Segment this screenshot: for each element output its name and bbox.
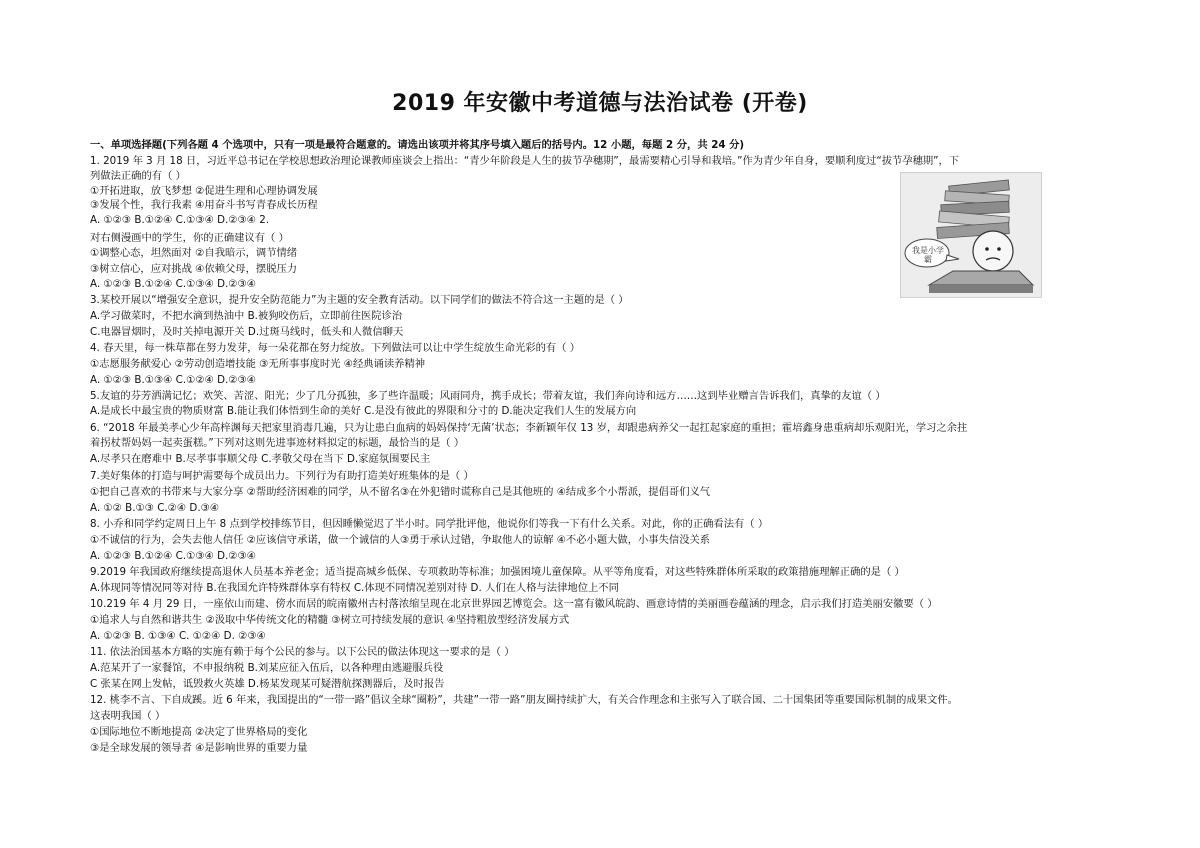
question-line: ①调整心态，坦然面对 ②自我暗示，调节情绪 [90, 247, 298, 259]
question-line: A.体现同等情况同等对待 B.在我国允许特殊群体享有特权 C.体现不同情况差别对待 D. 人们在人格与法律地位上不同 [90, 582, 619, 594]
question-line: 4. 春天里，每一株草都在努力发芽，每一朵花都在努力绽放。下列做法可以让中学生绽放生命光彩的有（ ） [90, 342, 581, 354]
question-line: A.是成长中最宝贵的物质财富 B.能让我们体悟到生命的美好 C.是没有彼此的界限和分寸的 D.能决定我们人生的发展方向 [90, 405, 637, 417]
question-line: ③树立信心，应对挑战 ④依赖父母，摆脱压力 [90, 263, 298, 275]
question-line: ③发展个性，我行我素 ④用奋斗书写青春成长历程 [90, 199, 318, 211]
question-line: 9.2019 年我国政府继续提高退休人员基本养老金；适当提高城乡低保、专项救助等标准；加强困境儿童保障。从平等角度看，对这些特殊群体所采取的政策措施理解正确的是（ ） [90, 566, 905, 578]
page-title: 2019 年安徽中考道德与法治试卷 (开卷) [392, 91, 808, 116]
question-line: 10.219 年 4 月 29 日，一座依山而建、傍水而居的皖南徽州古村落浓缩呈现在北京世界园艺博览会。这一富有徽风皖韵、画意诗情的美丽画卷蕴涵的理念，启示我们打造美丽安徽要（ ） [90, 598, 938, 610]
question-line: 7.美好集体的打造与呵护需要每个成员出力。下列行为有助打造美好班集体的是（ ） [90, 470, 474, 482]
question-line: A. ①②③ B. ①③④ C. ①②④ D. ②③④ [90, 630, 266, 642]
question-line: ①追求人与自然和谐共生 ②汲取中华传统文化的精髓 ③树立可持续发展的意识 ④坚持粗放型经济发展方式 [90, 614, 570, 626]
question-line: 6. “2018 年最美孝心少年高梓渊每天把家里消毒几遍，只为让患白血病的妈妈保持‘无菌’状态；李新颖年仅 13 岁，却跟患病养父一起扛起家庭的重担；霍培鑫身患重病却乐观阳光，学习之余拄 [90, 422, 968, 434]
cartoon-illustration [900, 172, 1042, 298]
question-line: 12. 桃李不言、下自成蹊。近 6 年来，我国提出的“一带一路”倡议全球“圈粉”，共建”一带一路”朋友圈持续扩大，有关合作理念和主张写入了联合国、二十国集团等重要国际机制的成果文件。 [90, 694, 958, 706]
question-line: ①把自己喜欢的书带来与大家分享 ②帮助经济困难的同学，从不留名③在外犯错时谎称自己是其他班的 ④结成多个小帮派，提倡哥们义气 [90, 486, 711, 498]
question-line: ①开拓进取，放飞梦想 ②促进生理和心理协调发展 [90, 185, 318, 197]
question-line: ①不诚信的行为，会失去他人信任 ②应该信守承诺，做一个诚信的人③勇于承认过错，争取他人的谅解 ④不必小题大做，小事失信没关系 [90, 534, 711, 546]
question-line: A. ①②③ B.①②④ C.①③④ D.②③④ [90, 278, 257, 290]
question-line: ①志愿服务献爱心 ②劳动创造增技能 ③无所事事度时光 ④经典诵读养精神 [90, 358, 426, 370]
question-line: A.尽孝只在磨难中 B.尽孝事事顺父母 C.孝敬父母在当下 D.家庭氛围要民主 [90, 453, 431, 465]
question-line: A. ①②③ B.①②④ C.①③④ D.②③④ [90, 550, 257, 562]
question-line: A.学习做菜时，不把水滴到热油中 B.被狗咬伤后，立即前往医院诊治 [90, 310, 403, 322]
question-line: 列做法正确的有（ ） [90, 170, 186, 182]
question-line: A. ①② B.①③ C.②④ D.③④ [90, 502, 220, 514]
question-line: C.电器冒烟时，及时关掉电源开关 D.过斑马线时，低头和人微信聊天 [90, 326, 404, 338]
question-line: 8. 小乔和同学约定周日上午 8 点到学校排练节目，但因睡懒觉迟了半小时。同学批评他，他说你们等我一下有什么关系。对此，你的正确看法有（ ） [90, 518, 769, 530]
question-line: 这表明我国（ ） [90, 710, 166, 722]
question-line: A.范某开了一家餐馆，不申报纳税 B.刘某应征入伍后，以各种理由逃避服兵役 [90, 662, 444, 674]
section-heading: 一、单项选择题(下列各题 4 个选项中，只有一项是最符合题意的。请选出该项并将其序号填入题后的括号内。12 小题，每题 2 分，共 24 分) [90, 139, 745, 151]
question-line: A. ①②③ B.①②④ C.①③④ D.②③④ 2. [90, 214, 270, 226]
question-line: 对右侧漫画中的学生，你的正确建议有（ ） [90, 232, 289, 244]
question-line: 3.某校开展以“增强安全意识，提升安全防范能力”为主题的安全教育活动。以下同学们的做法不符合这一主题的是（ ） [90, 294, 629, 306]
stressed-student-cartoon-icon [901, 173, 1041, 297]
cartoon-caption: 我是小学霸 [912, 246, 944, 264]
question-line: ①国际地位不断地提高 ②决定了世界格局的变化 [90, 726, 308, 738]
question-line: 11. 依法治国基本方略的实施有赖于每个公民的参与。以下公民的做法体现这一要求的是（ ） [90, 646, 515, 658]
question-line: 5.友谊的芬芳洒满记忆；欢笑、苦涩、阳光；少了几分孤独，多了些许温暖；风雨同舟，携手成长；带着友谊，我们奔向诗和远方……这到毕业赠言告诉我们，真挚的友谊（ ） [90, 390, 886, 402]
question-line: A. ①②③ B.①③④ C.①②④ D.②③④ [90, 374, 257, 386]
question-line: 1. 2019 年 3 月 18 日，习近平总书记在学校思想政治理论课教师座谈会上指出：“青少年阶段是人生的拔节孕穗期”，最需要精心引导和栽培。”作为青少年自身，要顺利度过“拔节孕穗期”，下 [90, 155, 960, 167]
question-line: ③是全球发展的领导者 ④是影响世界的重要力量 [90, 742, 308, 754]
question-line: C 张某在网上发帖，诋毁救火英雄 D.杨某发现某可疑潜航探测器后，及时报告 [90, 678, 445, 690]
question-line: 着拐杖帮妈妈一起卖蛋糕。”下列对这则先进事迹材料拟定的标题，最恰当的是（ ） [90, 437, 465, 449]
